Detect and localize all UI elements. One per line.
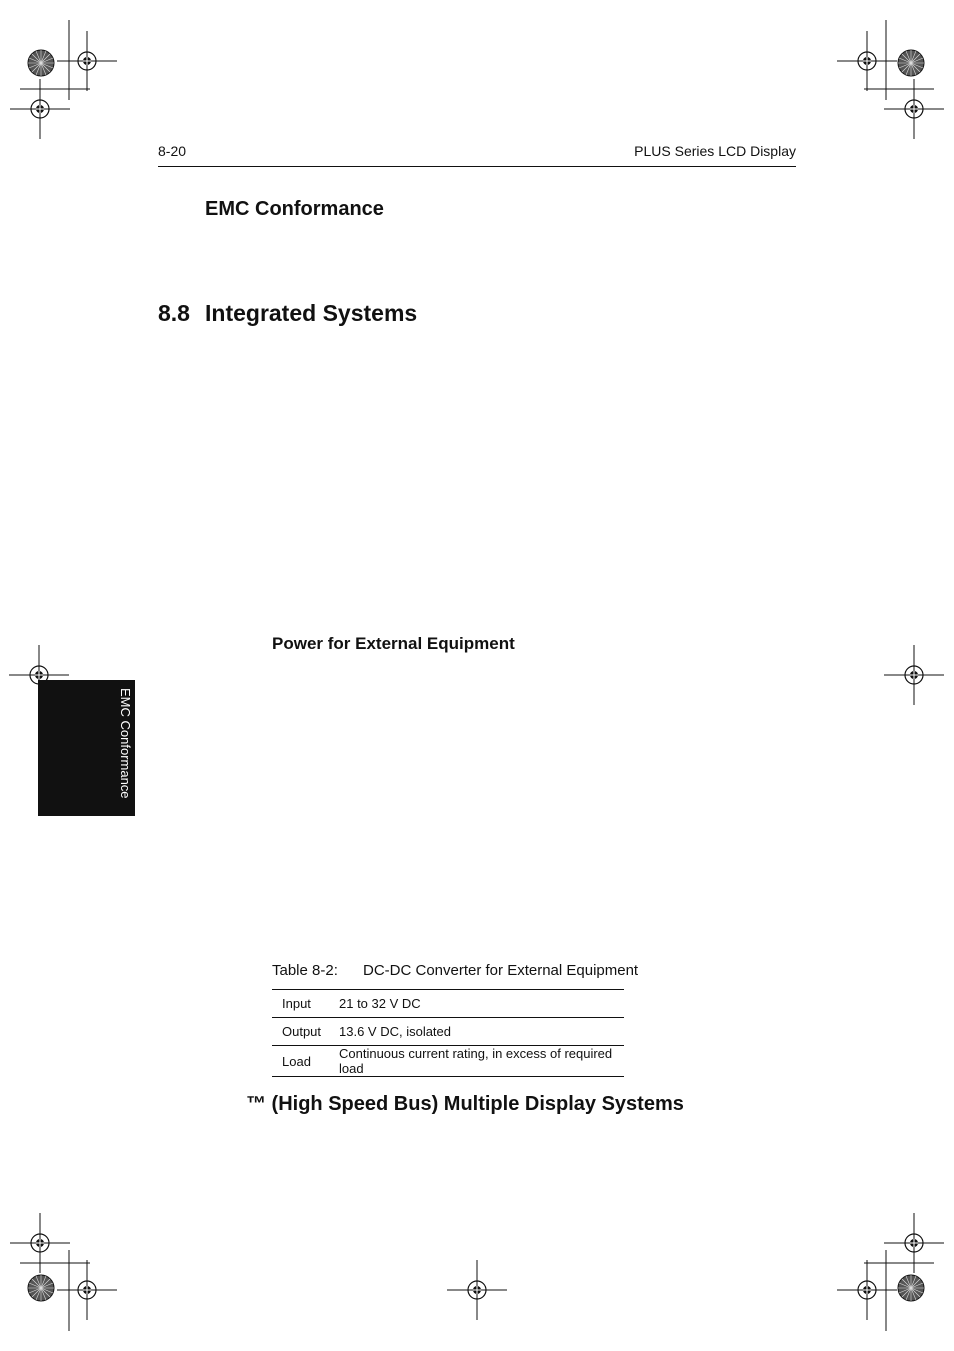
page-number: 8-20	[158, 143, 187, 159]
registration-crosshair-icon	[10, 79, 70, 139]
table-caption	[272, 962, 638, 979]
table-cell-key: Output	[272, 1018, 339, 1046]
table-cell-value: 21 to 32 V DC	[339, 990, 624, 1018]
registration-crosshair-icon	[884, 79, 944, 139]
emc-conformance-heading: EMC Conformance	[205, 198, 384, 220]
section-heading-integrated-systems	[158, 300, 417, 327]
dc-dc-converter-table	[272, 989, 624, 1077]
hsb-multiple-display-heading: ™ (High Speed Bus) Multiple Display Systems	[246, 1093, 684, 1115]
registration-crosshair-icon	[884, 1213, 944, 1273]
document-title: PLUS Series LCD Display	[634, 143, 796, 159]
header-divider	[158, 166, 796, 167]
registration-crosshair-icon	[837, 31, 897, 91]
registration-wheel-icon	[898, 1275, 924, 1301]
registration-crosshair-icon	[10, 1213, 70, 1273]
table-caption-title: DC-DC Converter for External Equipment	[363, 962, 639, 979]
table-row	[272, 1046, 624, 1077]
registration-wheel-icon	[28, 1275, 54, 1301]
registration-crosshair-icon	[57, 1260, 117, 1320]
table-cell-value: Continuous current rating, in excess of required load	[339, 1046, 624, 1077]
table-cell-key: Input	[272, 990, 339, 1018]
table-cell-key: Load	[272, 1046, 339, 1077]
side-tab-label: EMC Conformance	[118, 688, 133, 799]
registration-crosshair-icon	[447, 1260, 507, 1320]
section-title: Integrated Systems	[205, 300, 418, 326]
table-row	[272, 1018, 624, 1046]
registration-wheel-icon	[898, 50, 924, 76]
table-cell-value: 13.6 V DC, isolated	[339, 1018, 624, 1046]
table-caption-label: Table 8-2:	[272, 962, 338, 979]
section-number: 8.8	[158, 300, 190, 326]
registration-crosshair-icon	[57, 31, 117, 91]
chapter-side-tab	[38, 680, 135, 816]
registration-crosshair-icon	[837, 1260, 897, 1320]
registration-wheel-icon	[28, 50, 54, 76]
registration-crosshair-icon	[884, 645, 944, 705]
table-row	[272, 990, 624, 1018]
power-external-equipment-heading: Power for External Equipment	[272, 634, 515, 653]
